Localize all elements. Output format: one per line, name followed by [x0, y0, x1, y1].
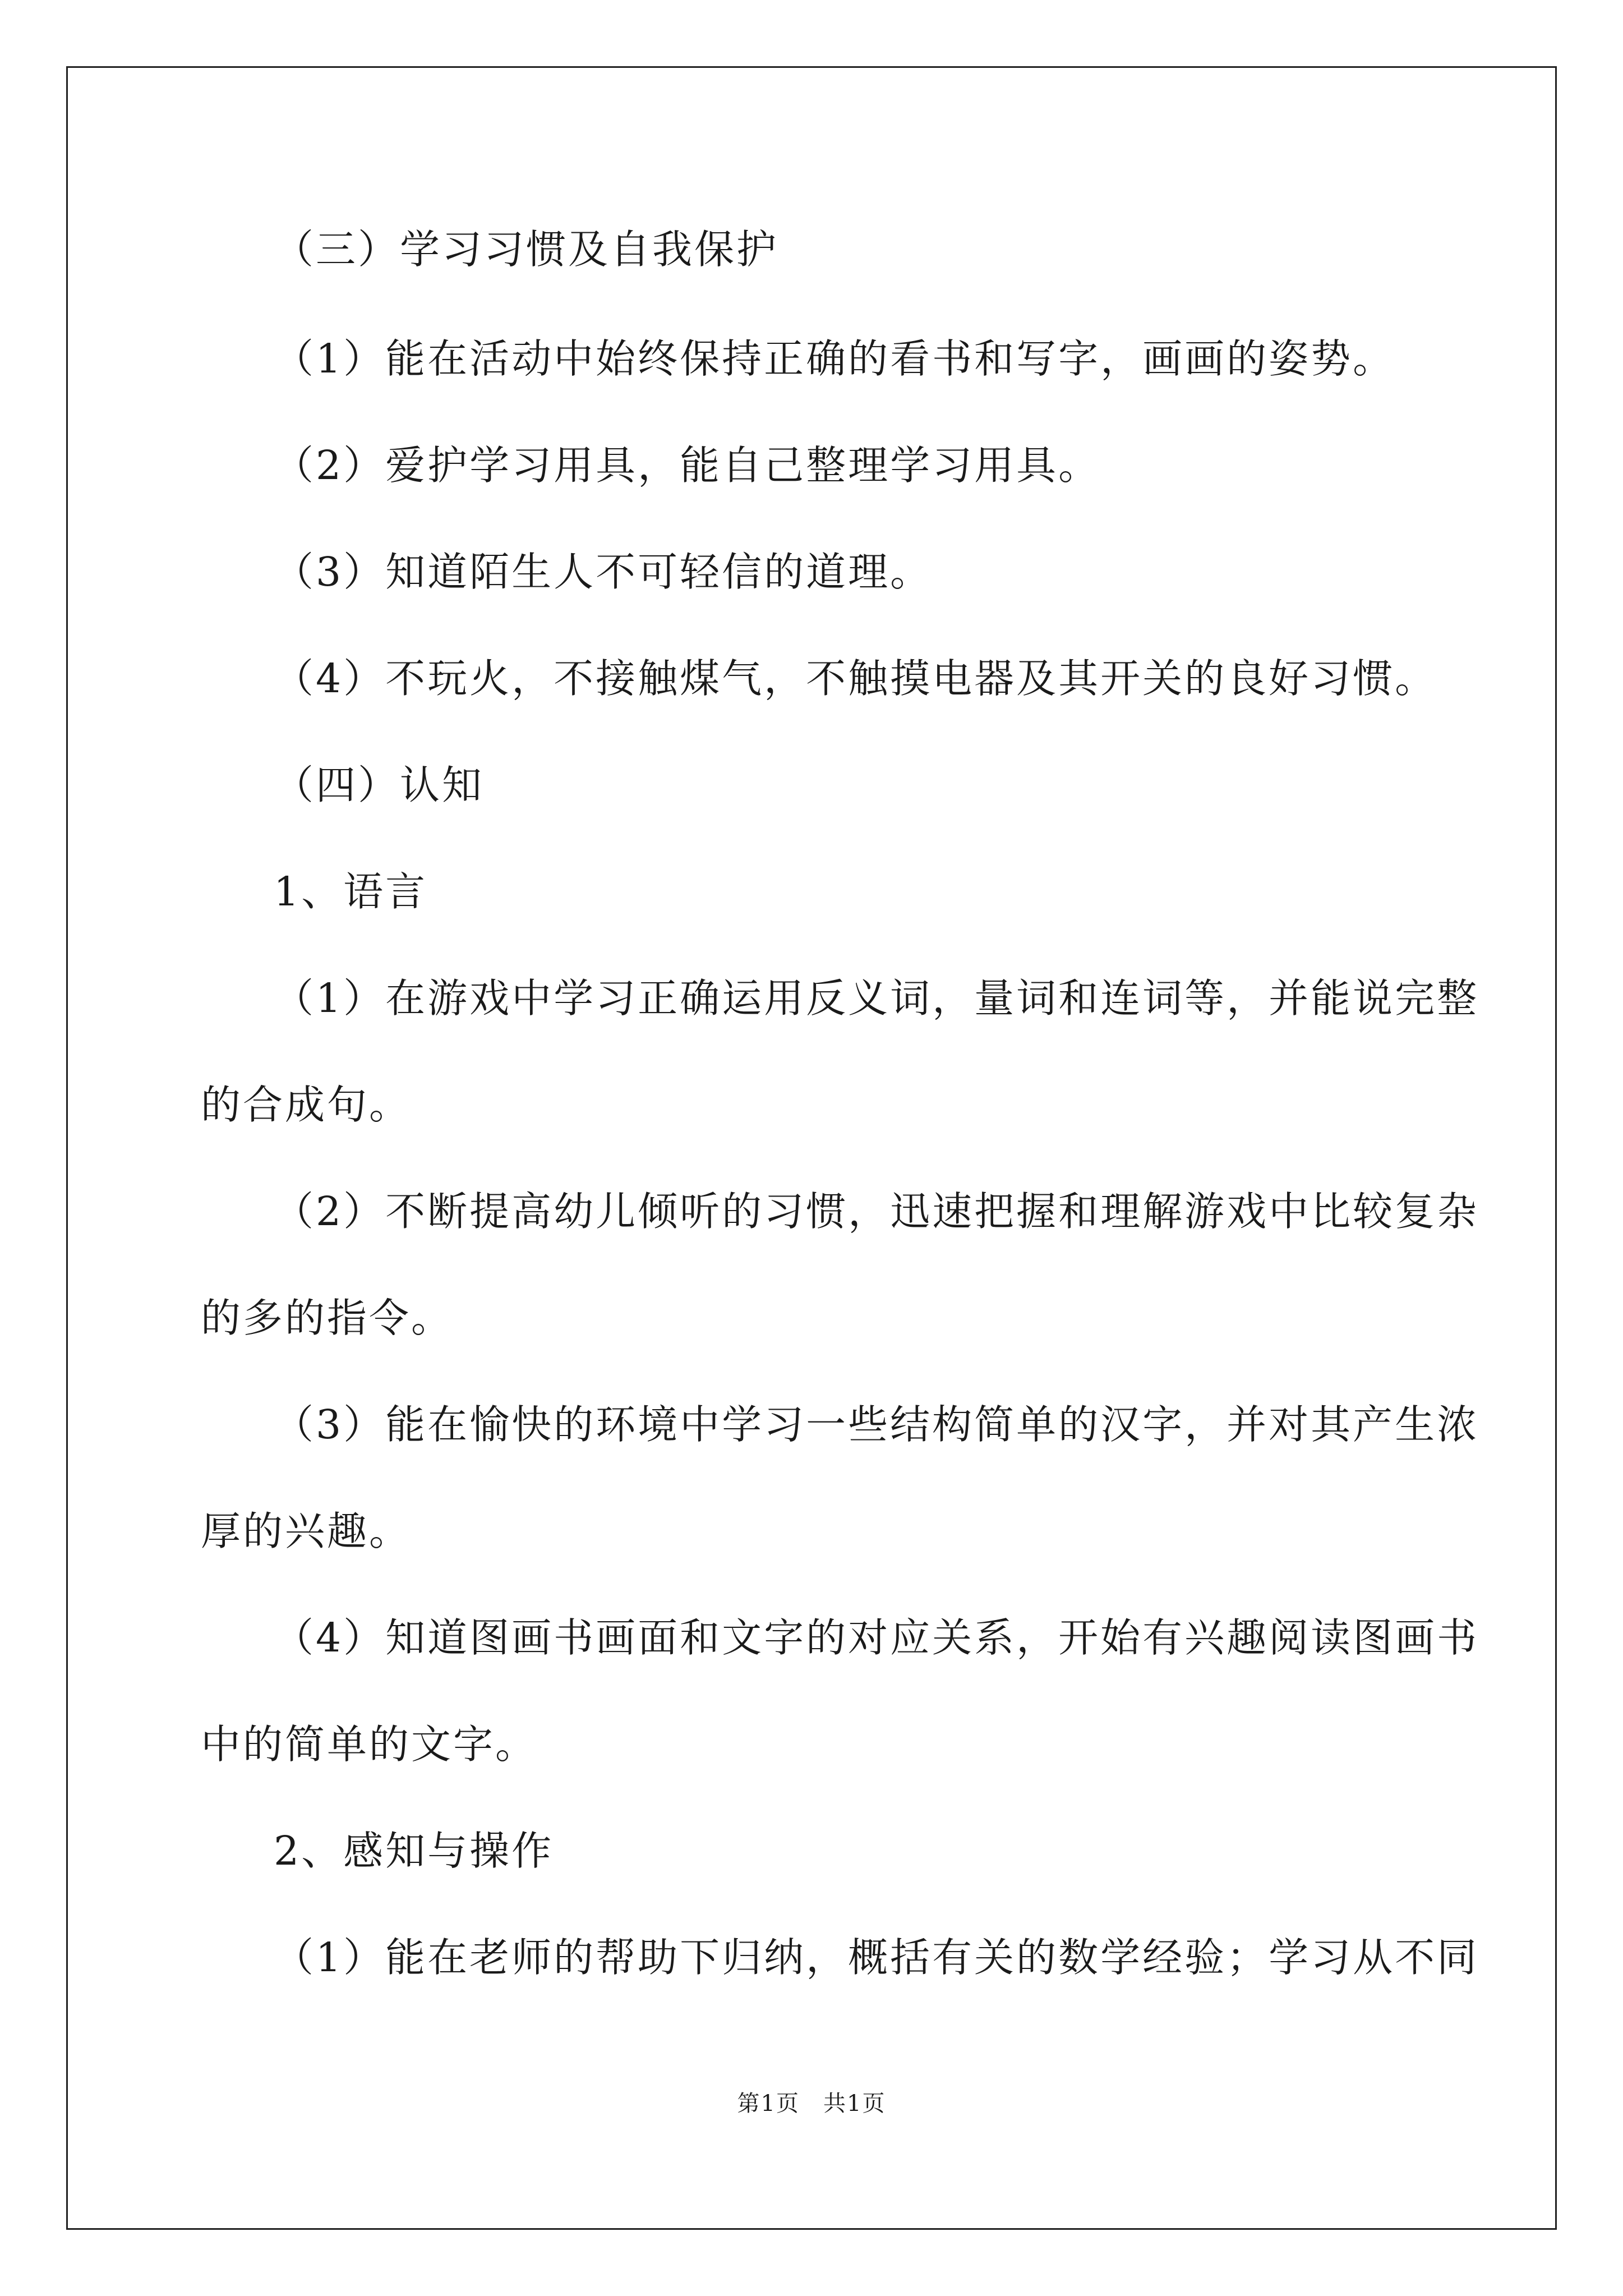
- paragraph-line: （3）知道陌生人不可轻信的道理。: [274, 549, 933, 595]
- paragraph-line: （1）能在活动中始终保持正确的看书和写字，画画的姿势。: [274, 335, 1395, 382]
- page-border: [66, 66, 1557, 2230]
- paragraph-line: 的合成句。: [201, 1082, 412, 1128]
- paragraph-line: （2）爱护学习用具，能自己整理学习用具。: [274, 442, 1101, 489]
- paragraph-line: 的多的指令。: [201, 1295, 454, 1341]
- paragraph-line: 厚的兴趣。: [201, 1508, 412, 1554]
- paragraph-line: （3）能在愉快的环境中学习一些结构简单的汉字，并对其产生浓: [274, 1401, 1479, 1448]
- section-heading-study-habits: （三）学习习惯及自我保护: [274, 226, 779, 273]
- paragraph-line: （1）能在老师的帮助下归纳，概括有关的数学经验；学习从不同: [274, 1934, 1479, 1981]
- subsection-heading-perception: 2、感知与操作: [274, 1828, 554, 1874]
- page-footer: 第1页 共1页: [737, 2091, 886, 2116]
- paragraph-line: （1）在游戏中学习正确运用反义词，量词和连词等，并能说完整: [274, 975, 1479, 1022]
- paragraph-line: （4）知道图画书画面和文字的对应关系，开始有兴趣阅读图画书: [274, 1614, 1479, 1661]
- paragraph-line: （2）不断提高幼儿倾听的习惯，迅速把握和理解游戏中比较复杂: [274, 1188, 1479, 1235]
- section-heading-cognition: （四）认知: [274, 762, 485, 808]
- paragraph-line: （4）不玩火，不接触煤气，不触摸电器及其开关的良好习惯。: [274, 655, 1437, 702]
- subsection-heading-language: 1、语言: [274, 868, 428, 915]
- paragraph-line: 中的简单的文字。: [201, 1721, 538, 1768]
